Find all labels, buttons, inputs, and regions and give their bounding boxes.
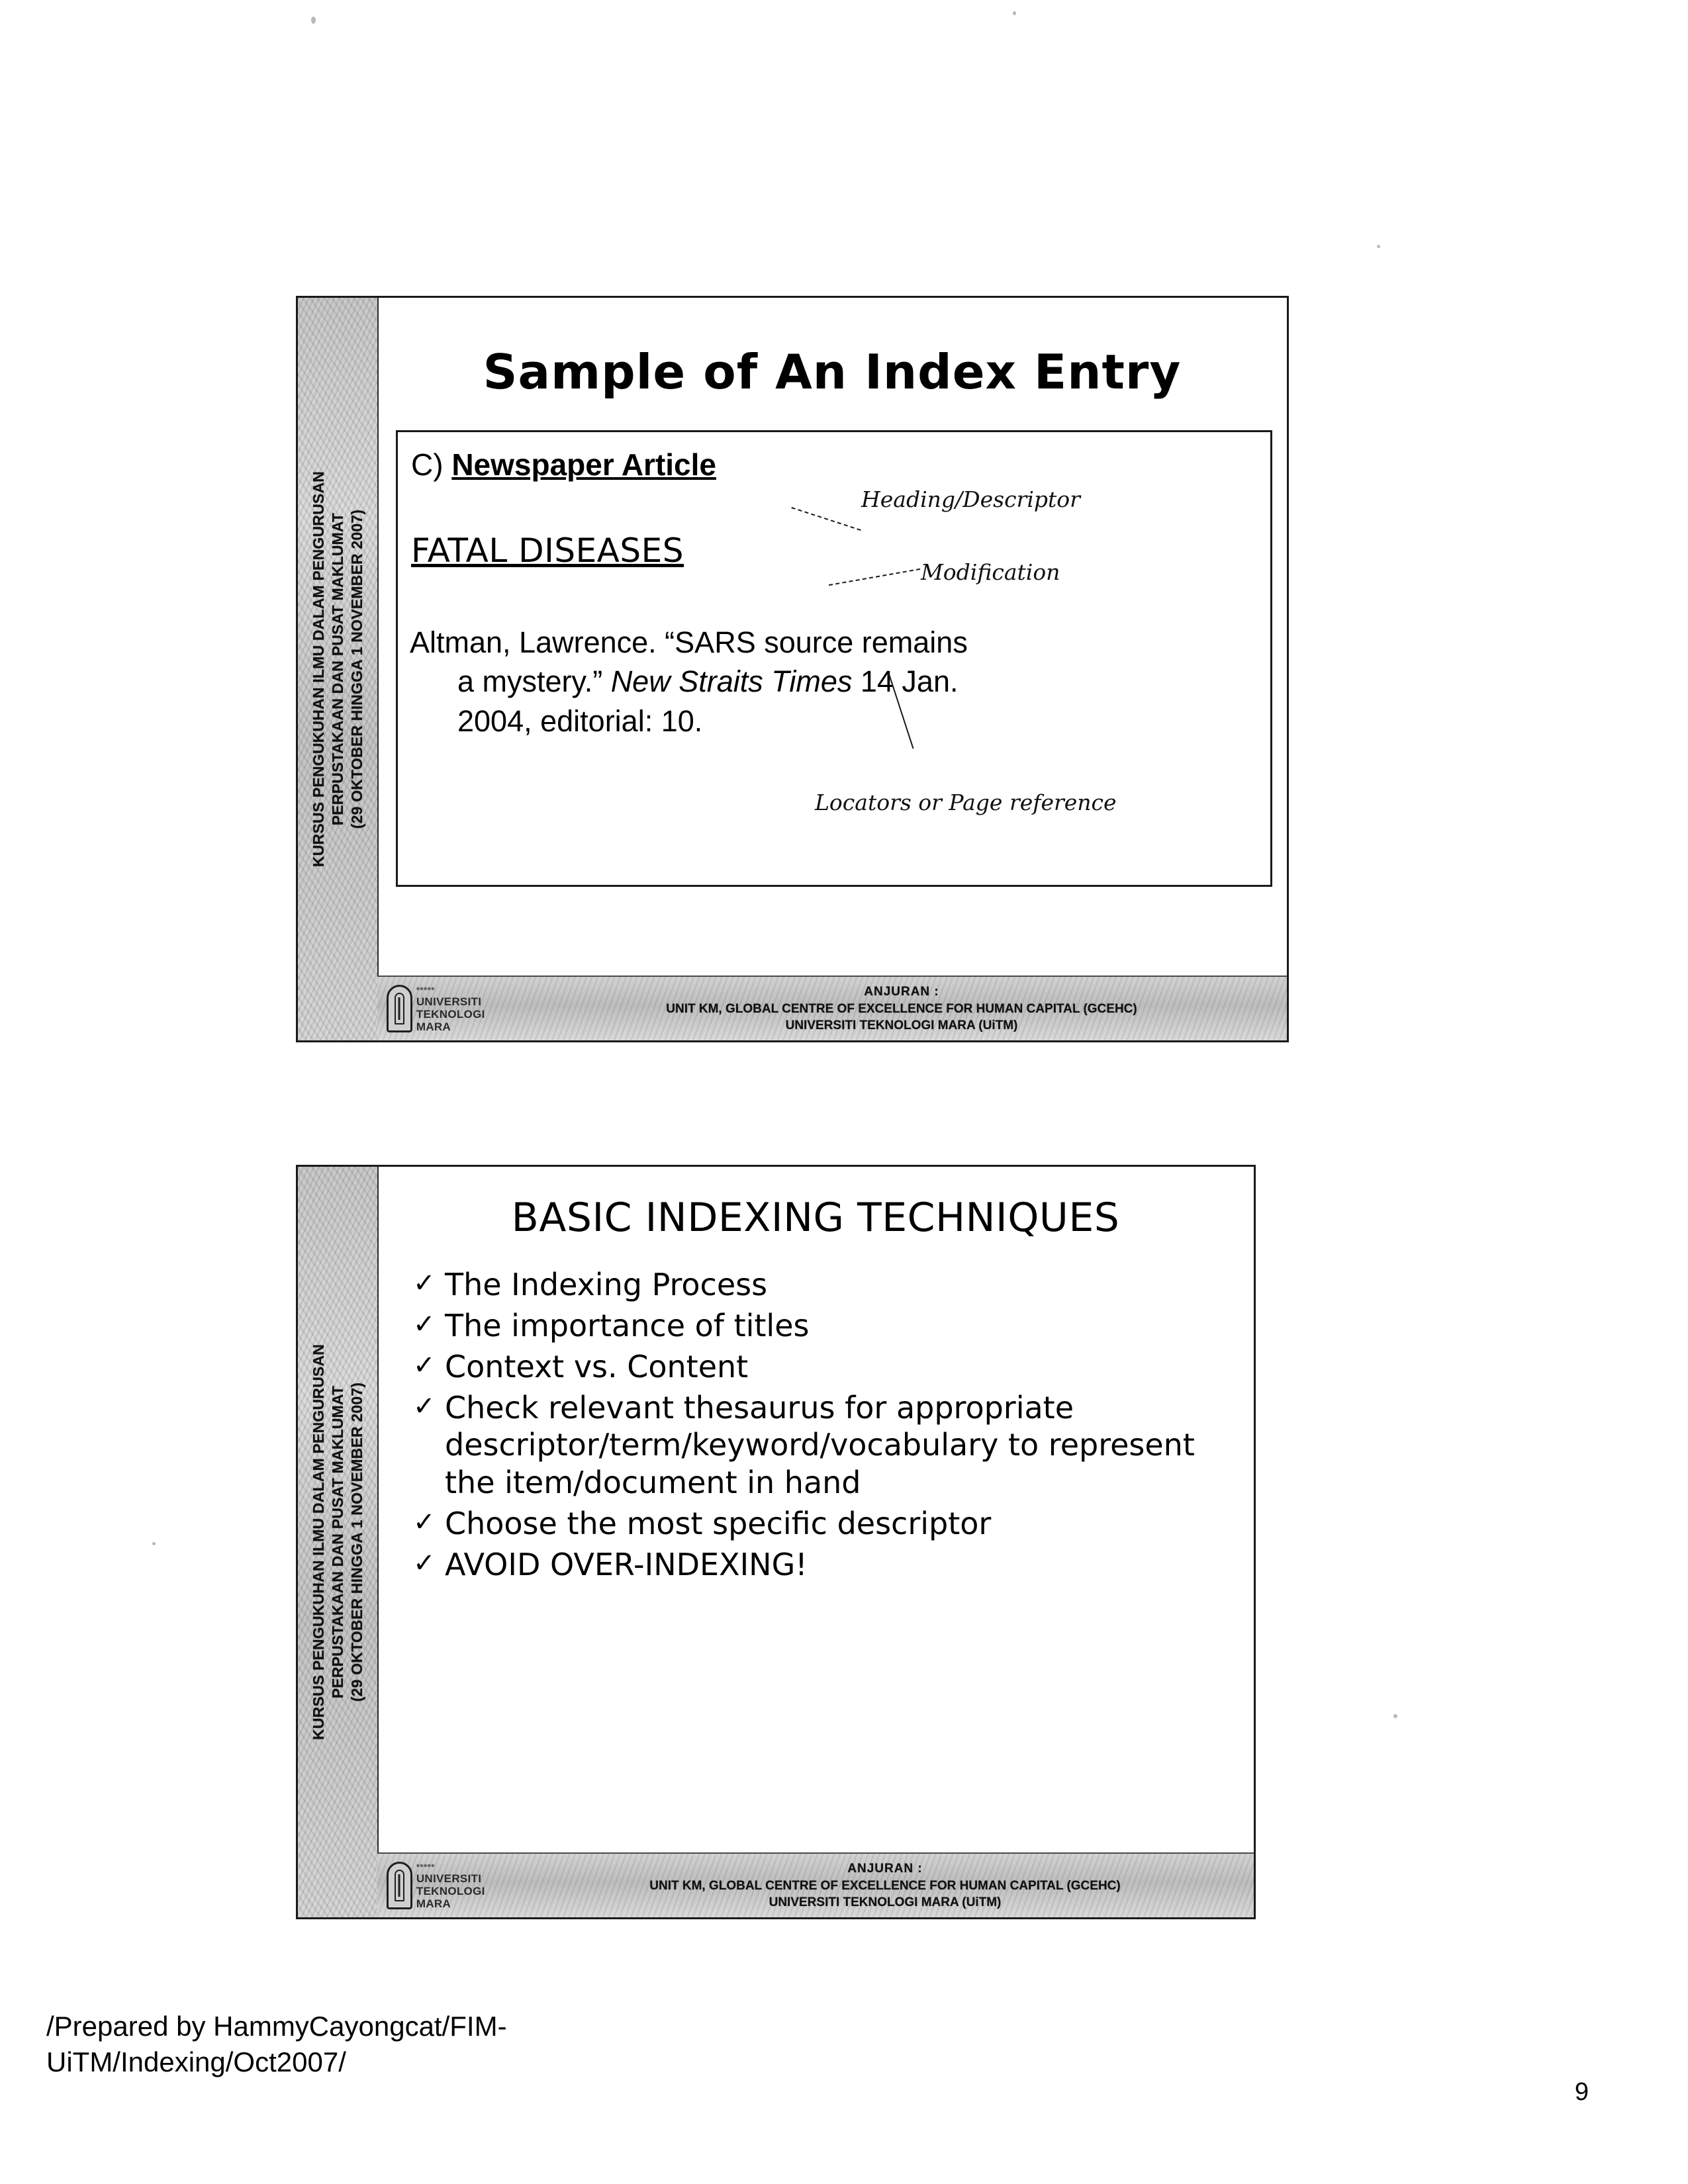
- uitm-logo-text: [416, 1861, 519, 1910]
- logo-line3: MARA: [416, 1897, 451, 1910]
- annotation-heading-descriptor: Heading/Descriptor: [861, 486, 1080, 512]
- list-item: [410, 1348, 1241, 1385]
- uitm-logo: [387, 982, 519, 1035]
- slide2-footer-text: [530, 1860, 1241, 1911]
- slide2-footer: [377, 1852, 1254, 1917]
- page-caption: [46, 2009, 708, 2080]
- item-letter: C): [411, 447, 444, 482]
- citation-source-title: New Straits Times: [610, 664, 853, 699]
- citation-line-2-b: 14 Jan.: [852, 664, 959, 699]
- check-icon: ✓: [413, 1506, 436, 1537]
- check-icon: ✓: [413, 1268, 436, 1298]
- footer-line1: UNIT KM, GLOBAL CENTRE OF EXCELLENCE FOR HUMAN CAPITAL (GCEHC): [649, 1878, 1121, 1893]
- slide-sample-index-entry: [296, 296, 1289, 1042]
- check-icon: ✓: [413, 1547, 436, 1578]
- check-icon: ✓: [413, 1350, 436, 1381]
- check-icon: ✓: [413, 1309, 436, 1340]
- slide1-side-banner: [298, 298, 379, 1040]
- slide1-footer-text: [530, 983, 1274, 1034]
- list-item-label: The Indexing Process: [445, 1267, 768, 1302]
- list-item-label: AVOID OVER-INDEXING!: [445, 1546, 808, 1582]
- logo-arabic-script: •••••: [416, 983, 435, 995]
- footer-line2: UNIVERSITI TEKNOLOGI MARA (UiTM): [769, 1895, 1002, 1910]
- scan-speck: [1393, 1714, 1397, 1718]
- slide1-item-letter-and-label: [411, 447, 716, 482]
- logo-line3: MARA: [416, 1020, 451, 1033]
- list-item: [410, 1505, 1241, 1542]
- page-number: 9: [1574, 2078, 1589, 2106]
- list-item: [410, 1389, 1241, 1500]
- logo-arabic-script: •••••: [416, 1860, 435, 1872]
- list-item-label: The importance of titles: [445, 1308, 810, 1344]
- scan-speck: [1013, 11, 1016, 15]
- side-banner-line1: KURSUS PENGUKUHAN ILMU DALAM PENGURUSAN: [309, 471, 327, 868]
- leader-line-modification: [829, 569, 920, 586]
- slide1-footer: [377, 976, 1287, 1040]
- footer-anjuran: ANJURAN :: [847, 1862, 923, 1876]
- footer-line2: UNIVERSITI TEKNOLOGI MARA (UiTM): [785, 1019, 1018, 1033]
- slide1-example-box: [396, 430, 1272, 887]
- scan-speck: [1377, 245, 1380, 248]
- slide2-side-banner-text: [309, 1344, 366, 1740]
- logo-line1: UNIVERSITI: [416, 1872, 482, 1885]
- annotation-locators: Locators or Page reference: [815, 790, 1117, 815]
- slide1-citation: [410, 623, 1244, 741]
- side-banner-line2: PERPUSTAKAAN DAN PUSAT MAKLUMAT: [328, 1385, 346, 1699]
- side-banner-line2: PERPUSTAKAAN DAN PUSAT MAKLUMAT: [328, 512, 346, 826]
- slide1-heading-term: FATAL DISEASES: [411, 531, 684, 570]
- side-banner-line1: KURSUS PENGUKUHAN ILMU DALAM PENGURUSAN: [309, 1343, 327, 1741]
- scan-speck: [152, 1542, 156, 1545]
- footer-anjuran: ANJURAN :: [864, 985, 939, 999]
- citation-line-2-a: a mystery.”: [457, 664, 611, 699]
- logo-line1: UNIVERSITI: [416, 995, 482, 1008]
- slide2-content: [377, 1167, 1254, 1917]
- slide2-title: BASIC INDEXING TECHNIQUES: [511, 1195, 1120, 1241]
- annotation-modification: Modification: [921, 559, 1060, 585]
- footer-line1: UNIT KM, GLOBAL CENTRE OF EXCELLENCE FOR HUMAN CAPITAL (GCEHC): [666, 1001, 1137, 1016]
- list-item-label: Choose the most specific descriptor: [445, 1505, 992, 1541]
- list-item: [410, 1546, 1241, 1583]
- list-item: [410, 1307, 1241, 1344]
- uitm-crest-icon: [387, 1862, 412, 1909]
- check-icon: ✓: [413, 1391, 436, 1422]
- uitm-logo: [387, 1859, 519, 1912]
- slide1-title: Sample of An Index Entry: [483, 344, 1182, 400]
- citation-line-2: [410, 662, 1244, 701]
- caption-line-2: UiTM/Indexing/Oct2007/: [46, 2046, 346, 2077]
- list-item-label: Check relevant thesaurus for appropriate descriptor/term/keyword/vocabulary to represent the item/document in hand: [445, 1390, 1195, 1500]
- uitm-logo-text: [416, 984, 519, 1033]
- side-banner-line3: (29 OKTOBER HINGGA 1 NOVEMBER 2007): [348, 509, 365, 829]
- item-label: Newspaper Article: [451, 447, 716, 482]
- leader-line-heading: [791, 507, 861, 531]
- logo-line2: TEKNOLOGI: [416, 1007, 485, 1021]
- scan-speck: [311, 17, 316, 24]
- list-item: [410, 1266, 1241, 1303]
- logo-line2: TEKNOLOGI: [416, 1884, 485, 1897]
- slide1-side-banner-text: [309, 471, 366, 867]
- slide-basic-indexing-techniques: [296, 1165, 1256, 1919]
- side-banner-line3: (29 OKTOBER HINGGA 1 NOVEMBER 2007): [348, 1382, 365, 1702]
- citation-line-3: 2004, editorial: 10.: [457, 704, 703, 738]
- citation-line-1: Altman, Lawrence. “SARS source remains: [410, 625, 968, 659]
- slide1-content: [377, 298, 1287, 1040]
- slide2-side-banner: [298, 1167, 379, 1917]
- slide2-bullet-list: [410, 1266, 1241, 1587]
- uitm-crest-icon: [387, 985, 412, 1032]
- caption-line-1: /Prepared by HammyCayongcat/FIM-: [46, 2011, 507, 2042]
- list-item-label: Context vs. Content: [445, 1349, 749, 1385]
